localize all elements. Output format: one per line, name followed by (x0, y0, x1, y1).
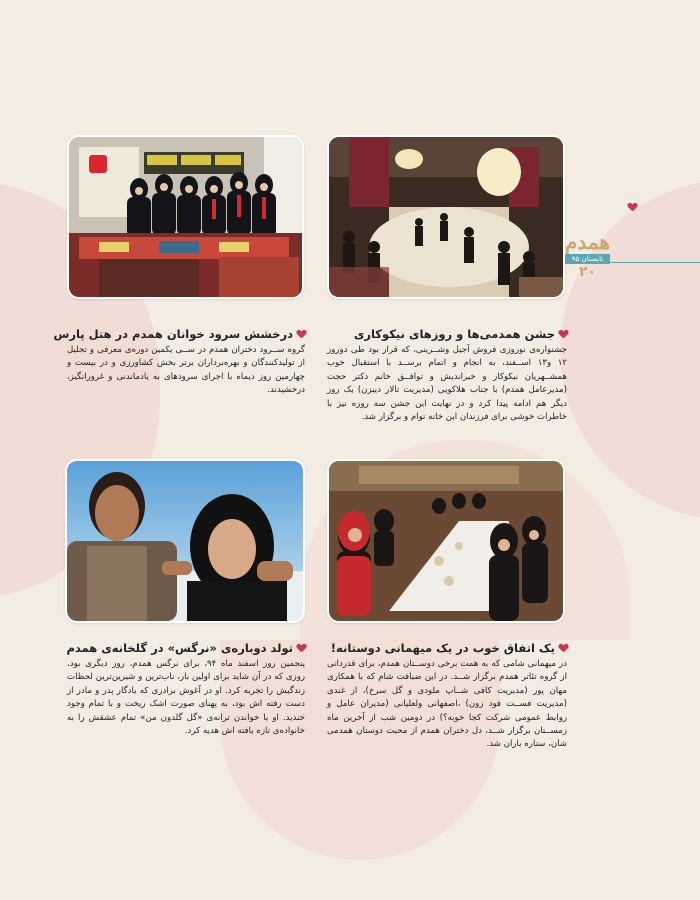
heart-bullet-icon (297, 644, 305, 652)
choir-girls-photo (69, 137, 302, 297)
heart-bullet-icon (297, 330, 305, 338)
heart-bullet-icon (559, 644, 567, 652)
article-body: پنجمین روز اسفند ماه ۹۴، برای نرگس همدم، روز دیگری بود، روزی که در آن شاید برای اولین بار، ناب‌ترین و شیرین‌ترین لحظات زندگیش را تجربه کرد. او در آغوش برادری که یادگار پدر و مادر از دست رفته اش بود، به پهنای صورت اشک ریخت و با تمام وجود خندید. او با خواندن ترانه‌ی «گل گلدون من» تمام عشقش را به خانواده‌ی تازه یافته اش هدیه کرد. (67, 659, 305, 737)
magazine-logo: همدم (565, 230, 610, 254)
side-heart-icon (628, 196, 636, 215)
article-heading (67, 641, 305, 655)
heading-text: جشن همدمی‌ها و روزهای نیکوکاری (353, 327, 555, 341)
siblings-photo (67, 461, 303, 621)
issue-date: تابستان ۹۵ (565, 254, 610, 264)
article-choir (53, 327, 305, 398)
article-heading (327, 327, 567, 341)
page-number: ۲۰ (578, 264, 597, 280)
banquet-hall-photo (329, 137, 563, 297)
article-body: گروه ســرود دختران همدم در ســی یکمین دوره‌ی معرفی و تجلیل از تولیدکنندگان و بهره‌برداران برتر بخش کشاورزی و در بیست و چهارمین روز دیماه با اجرای سرودهای به یادماندنی و غرورانگیز، درخشیدند. (67, 345, 305, 396)
article-body: جشنواره‌ی نوروزی فروش آجیل وشــرینی، که قرار بود طی دوروز ۱۲ و۱۳ اســفند، به انجام و اتمام برســد با استقبال خوب همشــهریان نیکوکار و خیراندیش و توافــق خانم دکتر حجت (مدیرعامل همدم) با جناب هلاکویی (مدیریت تالار دیبزن) یک روز دیگر هم ادامه پیدا کرد و در نهایت این جشن سه روزه نیز با خاطرات خوشی برای فرزندان این خانه توام و برگزار شد. (327, 345, 567, 423)
article-heading (53, 327, 305, 341)
article-body: در میهمانی شامی که به همت برخی دوســتان همدم، برای قدردانی از گروه تئاتر همدم برگزار شــد. در این ضیافت شام که با همکاری مهان پور (مدیریت کافی شــاپ ملودی و گل سرخ)، از غندی (مدیریت فســت فود زون) ،اصفهانی ولعلیانی (مدیران عامل و روابط عمومی شرکت کجا خوبه؟) در دومین شب از آخرین ماه زمســتان برگزار شــد، دل دختران همدم از محبت دوستان همدمی شان، ستاره باران شد. (327, 659, 567, 750)
article-narges (67, 641, 305, 738)
article-heading (327, 641, 567, 655)
article-celebration (327, 327, 567, 424)
heart-bullet-icon (559, 330, 567, 338)
dinner-party-photo (329, 461, 563, 621)
heading-text: درخشش سرود خوانان همدم در هتل پارس (53, 327, 293, 341)
article-dinner-party (327, 641, 567, 752)
teal-rule (610, 262, 700, 263)
heading-text: تولد دوباره‌ی «نرگس» در گلخانه‌ی همدم (66, 641, 293, 655)
magazine-side-tag (565, 230, 610, 280)
heading-text: یک اتفاق خوب در یک میهمانی دوستانه! (330, 641, 555, 655)
